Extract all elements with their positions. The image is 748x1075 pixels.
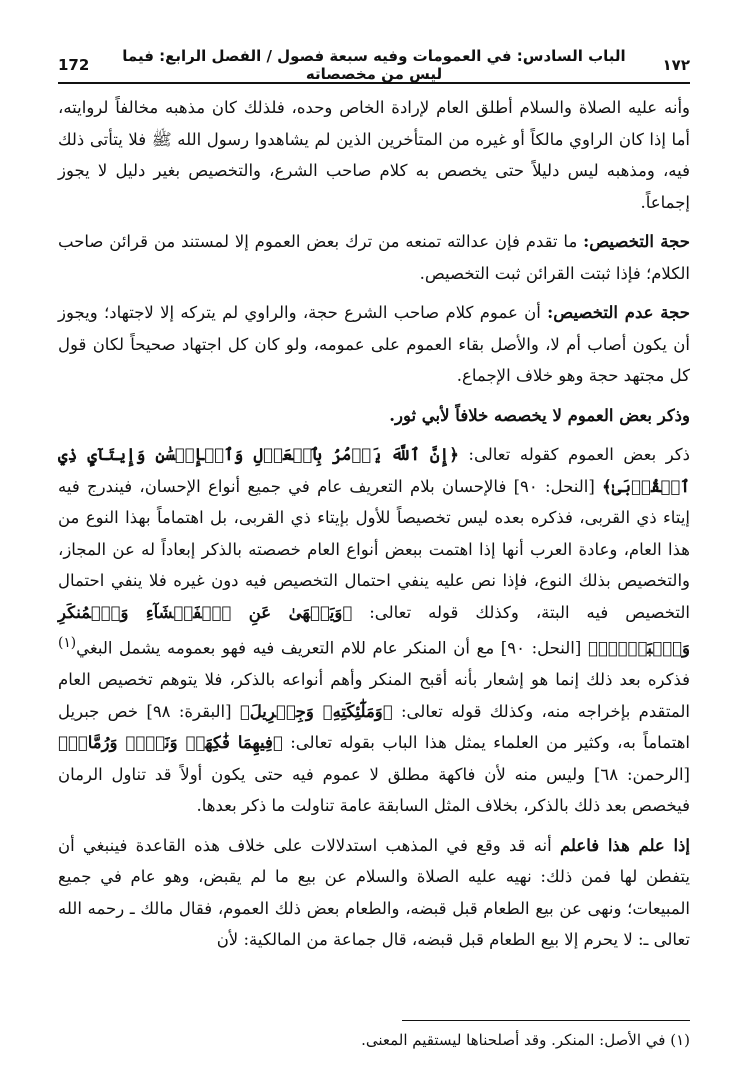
- quran-verse: ﴿فِيهِمَا فَٰكِهَةٞ وَنَخۡلٞ وَرُمَّانٞ﴾: [58, 733, 283, 752]
- footnote-reference: (١): [58, 635, 77, 651]
- paragraph-1: وأنه عليه الصلاة والسلام أطلق العام لإرادة الخاص وحده، فلذلك كان مذهبه مخالفاً لروايته، أما إذا كان الراوي مالكاً أو غيره من المتأخرين الذين لم يشاهدوا رسول الله ﷺ فلا يتأتى ذلك فيه، ومذهبه ليس دليلاً حتى يخصص به كلام صاحب الشرع، والتخصيص بغير دليل لا يجوز إجماعاً.: [58, 98, 690, 212]
- paragraph-text: [النحل: ٩٠] مع أن المنكر عام للام التعريف فيه فهو بعمومه يشمل البغي: [76, 638, 588, 658]
- page-number-arabic: ١٧٢: [662, 56, 690, 74]
- section-heading: حجة عدم التخصيص:: [547, 303, 690, 322]
- section-heading: إذا علم هذا فاعلم: [559, 835, 690, 855]
- quran-verse: ﴿إِنَّ ٱللَّهَ يَأۡمُرُ بِٱلۡعَدۡلِ وَٱلۡإِحۡسَٰنِ وَإِيتَآيِٕ ذِي ٱلۡقُرۡبَىٰ﴾: [58, 445, 690, 496]
- paragraph-6: [58, 830, 690, 956]
- paragraph-text: ما تقدم فإن عدالته تمنعه من ترك بعض العموم إلا لمستند من قرائن صاحب الكلام؛ فإذا ثبتت القرائن ثبت التخصيص.: [58, 232, 690, 283]
- paragraph-text: فذكره بعد ذلك إنما هو إشعار بأنه أقبح المنكر وأهم أنواعه بالذكر، فلا يتوهم تخصيص العام المتقدم بإخراجه منه، وكذلك قوله تعالى:: [58, 670, 690, 721]
- section-heading: حجة التخصيص:: [583, 232, 690, 251]
- paragraph-text: أنه قد وقع في المذهب استدلالات على خلاف هذه القاعدة فينبغي أن يتفطن لها فمن ذلك: نهيه عليه الصلاة والسلام عن بيع ما لم يقبض، وهو عام في جميع المبيعات؛ ونهى عن بيع الطعام قبل قبضه، والطعام بعض ذلك العموم، فقال مالك ـ رحمه الله تعالى ـ: لا يحرم إلا بيع الطعام قبل قبضه، قال جماعة من المالكية: لأن: [58, 835, 690, 949]
- paragraph-text: [النحل: ٩٠] فالإحسان بلام التعريف عام في جميع أنواع الإحسان، فيندرج فيه إيتاء ذي القربى، فذكره بعده ليس تخصيصاً للأول بإيتاء ذي القربى، بل اهتماماً بهذا النوع من هذا العام، وعادة العرب أنها إذا اهتمت ببعض أنواع العام خصصته بالذكر إبعاداً له عن المجاز، والتخصيص بذلك النوع، فإذا نص عليه ينفي احتمال التخصيص فيه دون غيره فلا ينفي احتمال التخصيص فيه البتة، وكذلك قوله تعالى:: [58, 476, 691, 622]
- quran-verse: ﴿وَمَلَٰٓئِكَتِهِۦ وَجِبۡرِيلَ﴾: [239, 701, 393, 721]
- paragraph-text: [الرحمن: ٦٨] وليس منه لأن فاكهة مطلق لا عموم فيه حتى يكون أولاً قد تناول الرمان فيخصص بعد ذلك بالذكر، بخلاف المثل السابقة عامة تناولت ما ذكر بعدها.: [58, 764, 690, 815]
- footnote-divider: [402, 1020, 690, 1021]
- paragraph-text: [البقرة: ٩٨] خص جبريل اهتماماً به، وكثير من العلماء يمثل هذا الباب بقوله تعالى:: [58, 701, 690, 752]
- quran-verse: ﴿وَيَنۡهَىٰ عَنِ ٱلۡفَحۡشَآءِ وَٱلۡمُنكَرِ وَٱلۡبَغۡيِۚ﴾: [58, 602, 690, 658]
- running-title: الباب السادس: في العمومات وفيه سبعة فصول / الفصل الرابع: فيما ليس من مخصصاته: [122, 47, 626, 83]
- paragraph-text: أن عموم كلام صاحب الشرع حجة، والراوي لم يتركه إلا لاجتهاد؛ ويجوز أن يكون أصاب أم لا، والأصل بقاء العموم على عمومه، ولو كان كل اجتهاد صحيحاً لكان قول كل مجتهد حجة وهو خلاف الإجماع.: [58, 303, 690, 385]
- paragraph-3: [58, 297, 690, 392]
- page-number-latin: 172: [58, 56, 90, 74]
- paragraph-text: ذكر بعض العموم كقوله تعالى:: [458, 445, 690, 464]
- paragraph-4: وذكر بعض العموم لا يخصصه خلافاً لأبي ثور.: [389, 405, 690, 425]
- paragraph-5: [58, 439, 690, 822]
- paragraph-2: [58, 226, 690, 289]
- page-header: [58, 48, 690, 84]
- footnote: (١) في الأصل: المنكر. وقد أصلحناها ليستقيم المعنى.: [361, 1031, 690, 1049]
- page-body: [58, 92, 690, 956]
